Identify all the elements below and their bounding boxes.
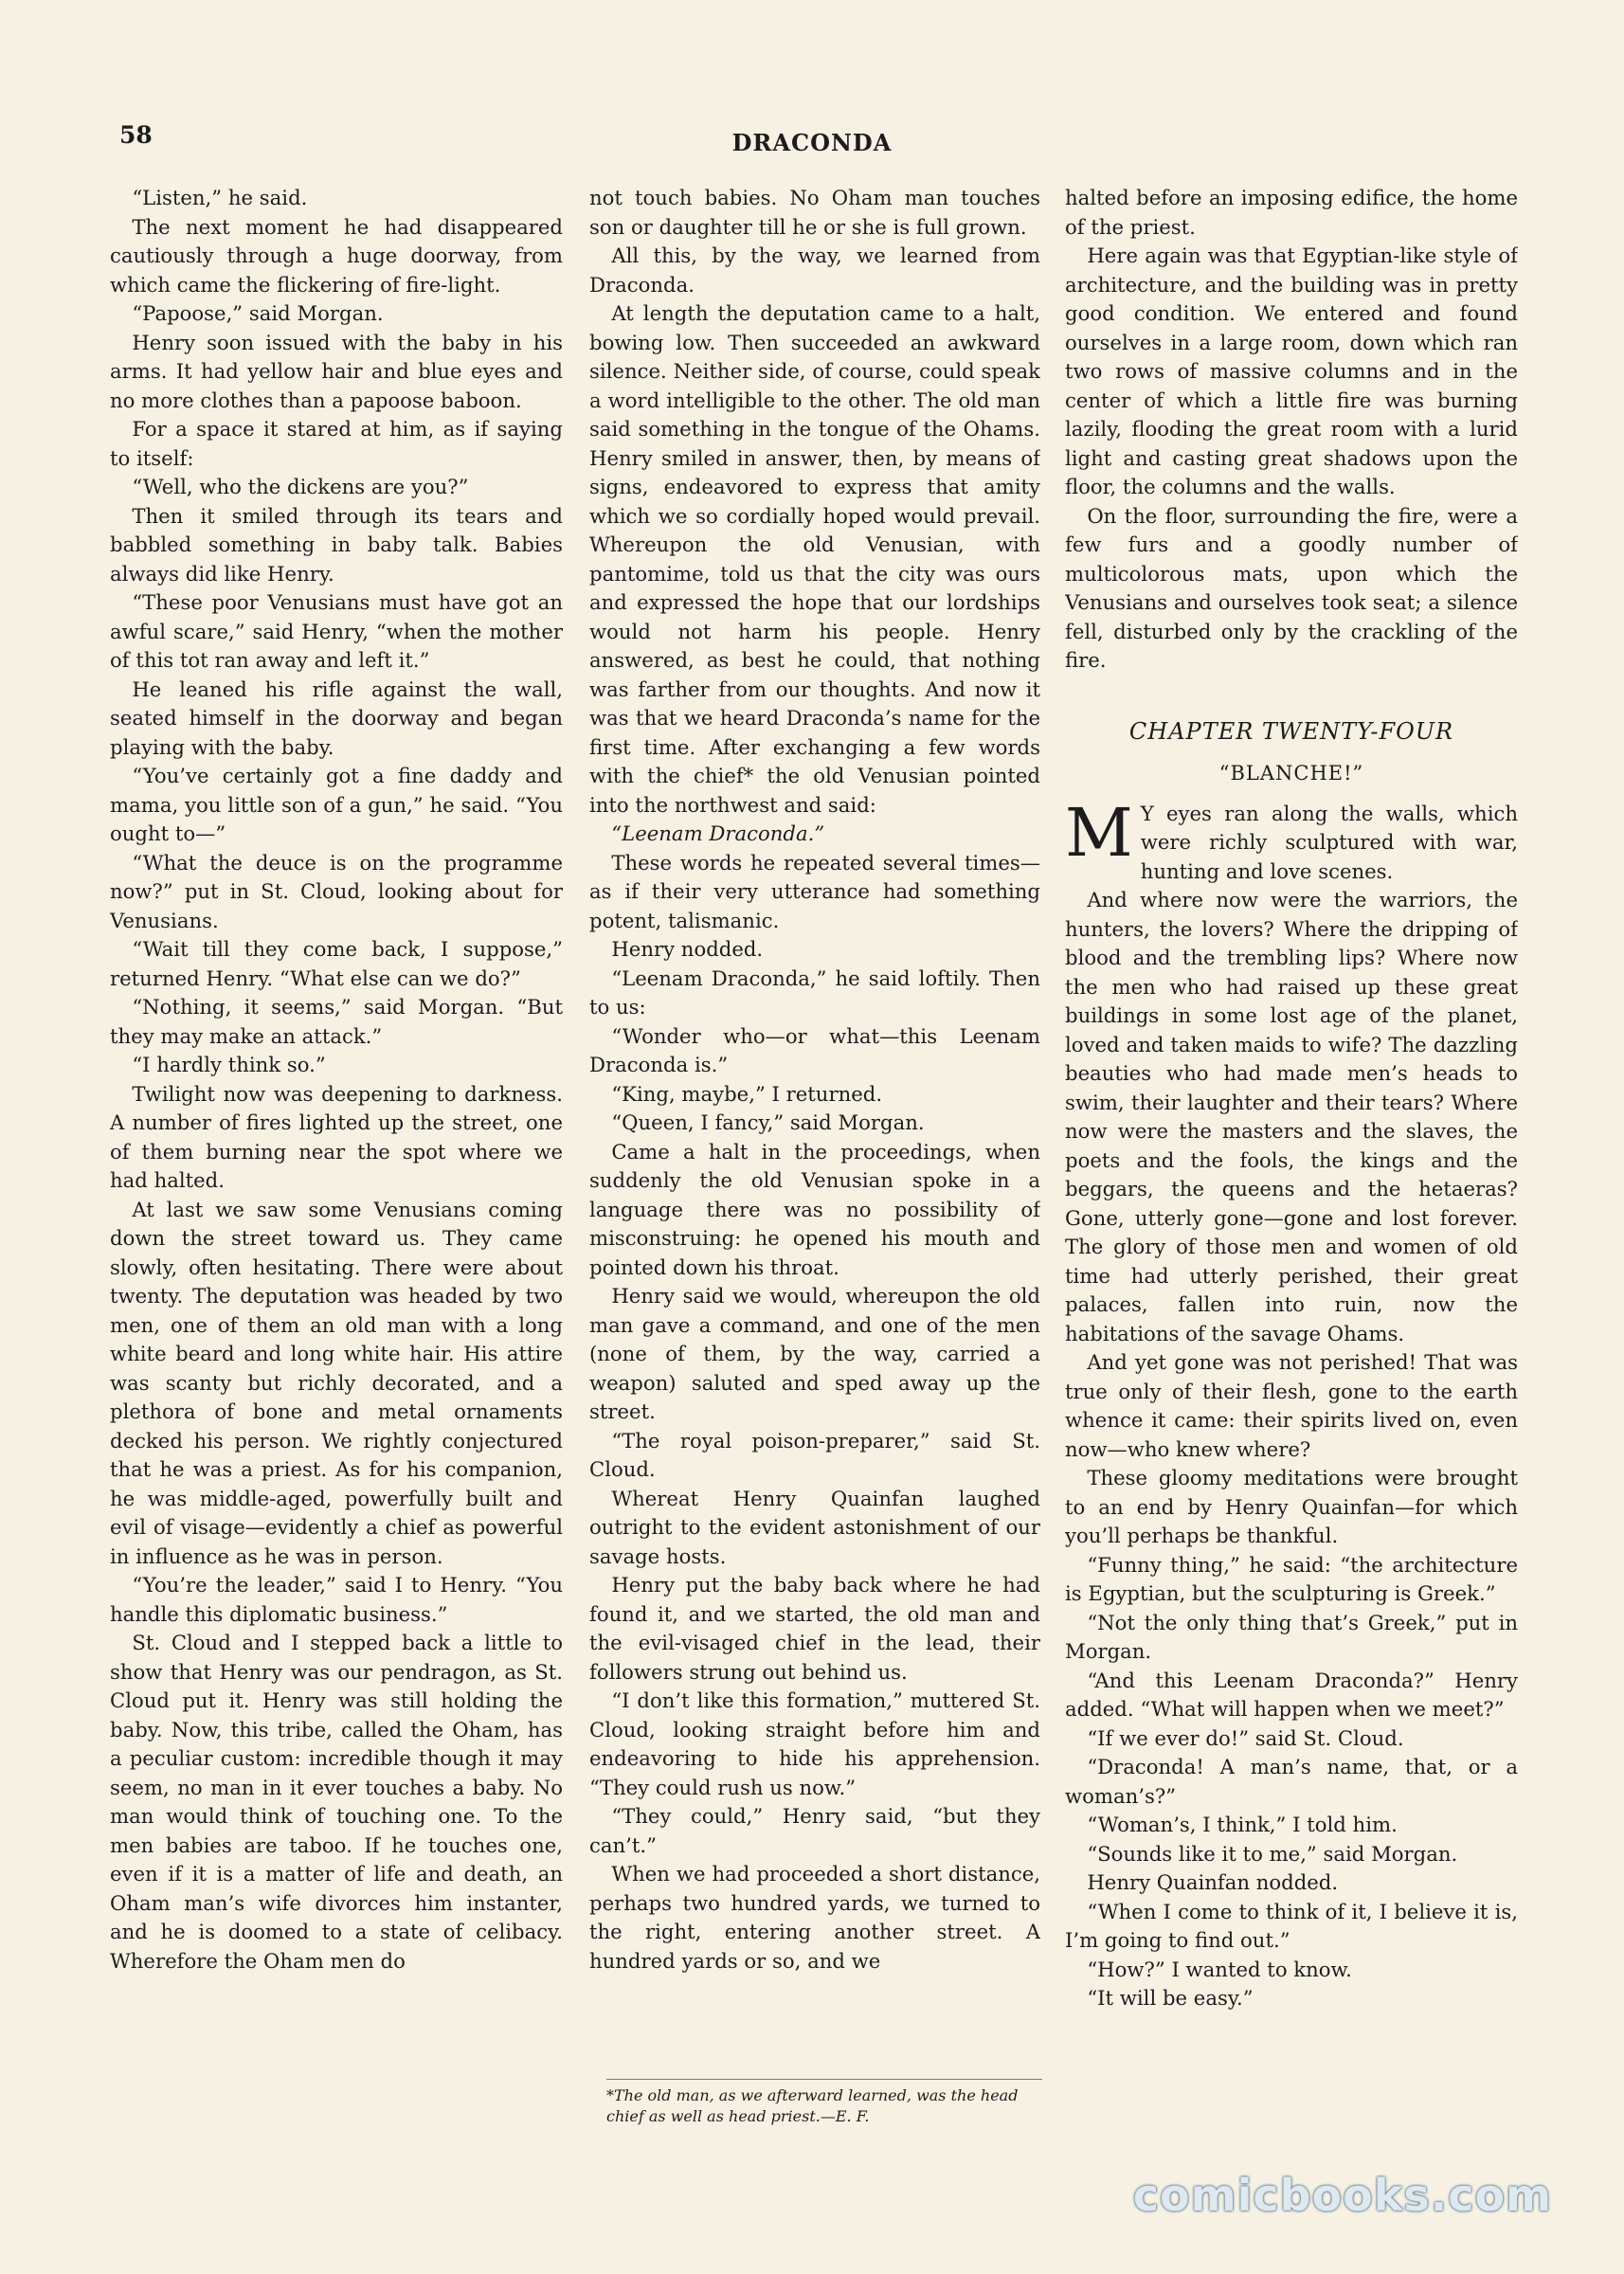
paragraph: Here again was that Egyptian-like style of architecture, and the building was in pretty good condition. We entered and found ourselves in a large room, down which ran two rows of massive columns and in the center of which a little fire was burning lazily, flooding the great room with a lurid light and casting great shadows upon the floor, the columns and the walls. (1065, 244, 1518, 498)
paragraph: “These poor Venusians must have got an awful scare,” said Henry, “when the mother of this tot ran away and left it.” (110, 590, 563, 672)
paragraph: “How?” I wanted to know. (1087, 1957, 1352, 1981)
text-column-2 (589, 184, 1040, 2138)
paragraph: “Woman’s, I think,” I told him. (1087, 1813, 1398, 1836)
paragraph: “Queen, I fancy,” said Morgan. (611, 1110, 925, 1134)
paragraph: Henry soon issued with the baby in his arms. It had yellow hair and blue eyes and no more clothes than a papoose baboon. (110, 330, 563, 412)
paragraph: “They could,” Henry said, “but they can’t.” (589, 1804, 1040, 1857)
paragraph: Henry said we would, whereupon the old man gave a command, and one of the men (none of them, by the way, carried a weapon) saluted and sped away up the street. (589, 1284, 1040, 1423)
page-number: 58 (119, 121, 153, 149)
paragraph: And where now were the warriors, the hunters, the lovers? Where the dripping of blood and the trembling lips? Where now the men who had raised up these great buildings in some lost age of the planet, loved and taken maids to wife? The dazzling beauties who had made men’s heads to swim, their laughter and their tears? Where now were the masters and the slaves, the poets and the fools, the kings and the beggars, the queens and the hetaeras? Gone, utterly gone—gone and lost forever. The glory of those men and women of old time had utterly perished, their great palaces, fallen into ruin, now the habitations of the savage Ohams. (1065, 888, 1518, 1345)
chapter-heading: CHAPTER TWENTY-FOUR (1128, 717, 1454, 745)
paragraph: “Leenam Draconda.” (611, 821, 825, 845)
paragraph: “The royal poison-preparer,” said St. Cloud. (589, 1428, 1040, 1481)
paragraph: “When I come to think of it, I believe it is, I’m going to find out.” (1065, 1899, 1518, 1952)
paragraph: At last we saw some Venusians coming down the street toward us. They came slowly, often hesitating. There were about twenty. The deputation was headed by two men, one of them an old man with a long white beard and long white hair. His attire was scanty but richly decorated, and a plethora of bone and metal ornaments decked his person. We rightly conjectured that he was a priest. As for his companion, he was middle-aged, powerfully built and evil of visage—evidently a chief as powerful in influence as he was in person. (110, 1197, 563, 1568)
paragraph: “And this Leenam Draconda?” Henry added. “What will happen when we meet?” (1065, 1668, 1518, 1721)
paragraph: “I hardly think so.” (132, 1053, 326, 1076)
paragraph: “Not the only thing that’s Greek,” put in Morgan. (1065, 1610, 1518, 1663)
paragraph: “Nothing, it seems,” said Morgan. “But they may make an attack.” (110, 995, 563, 1048)
paragraph: Henry nodded. (611, 937, 764, 961)
paragraph: “You’re the leader,” said I to Henry. “You handle this diplomatic business.” (110, 1573, 563, 1626)
paragraph: “You’ve certainly got a fine daddy and mama, you little son of a gun,” he said. “You ought to—” (110, 764, 563, 845)
column-3-opening (1065, 184, 1518, 676)
footnote: *The old man, as we afterward learned, was the head chief as well as head priest.—E. F. (606, 2079, 1042, 2127)
paragraph: These words he repeated several times—as if their very utterance had something potent, talismanic. (589, 850, 1040, 932)
paragraph: “If we ever do!” said St. Cloud. (1087, 1725, 1404, 1750)
paragraph: All this, by the way, we learned from Draconda. (589, 244, 1040, 297)
paragraph: “King, maybe,” I returned. (611, 1081, 883, 1106)
running-title: DRACONDA (731, 129, 893, 156)
paragraph: He leaned his rifle against the wall, seated himself in the doorway and began playing with the baby. (110, 677, 563, 759)
paragraph: St. Cloud and I stepped back a little to show that Henry was our pendragon, as St. Cloud put it. Henry was still holding the baby. Now, this tribe, called the Oham, has a peculiar custom: incredible though it may seem, no man in it ever touches a baby. No man would think of touching one. To the men babies are taboo. If he touches one, even if it is a matter of life and death, an Oham man’s wife divorces him instanter, and he is doomed to a state of celibacy. Wherefore the Oham men do (110, 1631, 563, 1973)
watermark: comicbooks.com (1132, 2170, 1552, 2221)
paragraph: not touch babies. No Oham man touches son or daughter till he or she is full grown. (589, 186, 1040, 239)
paragraph: “Leenam Draconda,” he said loftily. Then to us: (589, 966, 1040, 1019)
chapter-subtitle: “BLANCHE!” (1218, 762, 1364, 785)
paragraph: “Wonder who—or what—this Leenam Draconda is.” (589, 1023, 1040, 1076)
paragraph: “Wait till they come back, I suppose,” returned Henry. “What else can we do?” (110, 937, 563, 990)
paragraph: halted before an imposing edifice, the home of the priest. (1065, 186, 1518, 239)
paragraph: “Funny thing,” he said: “the architecture is Egyptian, but the sculpturing is Greek.” (1065, 1552, 1518, 1605)
paragraph: Henry put the baby back where he had found it, and we started, the old man and the evil-visaged chief in the lead, their followers strung out behind us. (589, 1573, 1040, 1684)
paragraph: Twilight now was deepening to darkness. A number of fires lighted up the street, one of them burning near the spot where we had halted. (110, 1081, 563, 1192)
chapter-first-paragraph (1065, 793, 1518, 887)
text-column-1 (110, 184, 563, 2138)
paragraph: And yet gone was not perished! That was true only of their flesh, gone to the earth whence it came: their spirits lived on, even now—who knew where? (1065, 1350, 1518, 1461)
paragraph: These gloomy meditations were brought to an end by Henry Quainfan—for which you’ll perhaps be thankful. (1065, 1466, 1518, 1547)
paragraph: Then it smiled through its tears and babbled something in baby talk. Babies always did like Henry. (110, 503, 563, 586)
first-paragraph-text: Y eyes ran along the walls, which were richly sculptured with war, hunting and love scenes. (1140, 801, 1518, 883)
paragraph: “Papoose,” said Morgan. (132, 301, 384, 325)
paragraph: On the floor, surrounding the fire, were a few furs and a goodly number of multicolorous mats, upon which the Venusians and ourselves took seat; a silence fell, disturbed only by the crackling of the fire. (1065, 503, 1518, 672)
text-column-3 (1065, 184, 1518, 2138)
paragraph: “It will be easy.” (1087, 1986, 1254, 2010)
drop-cap: M (1065, 793, 1133, 872)
paragraph: “Listen,” he said. (132, 186, 308, 209)
paragraph: Whereat Henry Quainfan laughed outright to the evident astonishment of our savage hosts. (589, 1486, 1040, 1568)
paragraph: “What the deuce is on the programme now?” put in St. Cloud, looking about for Venusians. (110, 850, 563, 932)
paragraph: Came a halt in the proceedings, when suddenly the old Venusian spoke in a language there was no possibility of misconstruing: he opened his mouth and pointed down his throat. (589, 1139, 1040, 1279)
paragraph: “Well, who the dickens are you?” (132, 475, 469, 498)
paragraph: “I don’t like this formation,” muttered St. Cloud, looking straight before him and endeavoring to hide his apprehension. “They could rush us now.” (589, 1688, 1040, 1799)
paragraph: Henry Quainfan nodded. (1087, 1870, 1339, 1894)
paragraph: “Sounds like it to me,” said Morgan. (1087, 1841, 1458, 1866)
paragraph: At length the deputation came to a halt, bowing low. Then succeeded an awkward silence. Neither side, of course, could speak a word intelligible to the other. The old man said something in the tongue of the Ohams. Henry smiled in answer, then, by means of signs, endeavored to express that amity which we so cordially hoped would prevail. Whereupon the old Venusian, with pantomime, told us that the city was ours and expressed the hope that our lordships would not harm his people. Henry answered, as best he could, that nothing was farther from our thoughts. And now it was that we heard Draconda’s name for the first time. After exchanging a few words with the chief* the old Venusian pointed into the northwest and said: (589, 301, 1040, 817)
column-3-continuation (1065, 886, 1518, 2013)
paragraph: For a space it stared at him, as if saying to itself: (110, 417, 563, 470)
paragraph: The next moment he had disappeared cautiously through a huge doorway, from which came the flickering of fire-light. (110, 214, 563, 297)
paragraph: When we had proceeded a short distance, perhaps two hundred yards, we turned to the right, entering another street. A hundred yards or so, and we (589, 1862, 1040, 1973)
paragraph: “Draconda! A man’s name, that, or a woman’s?” (1065, 1755, 1518, 1808)
